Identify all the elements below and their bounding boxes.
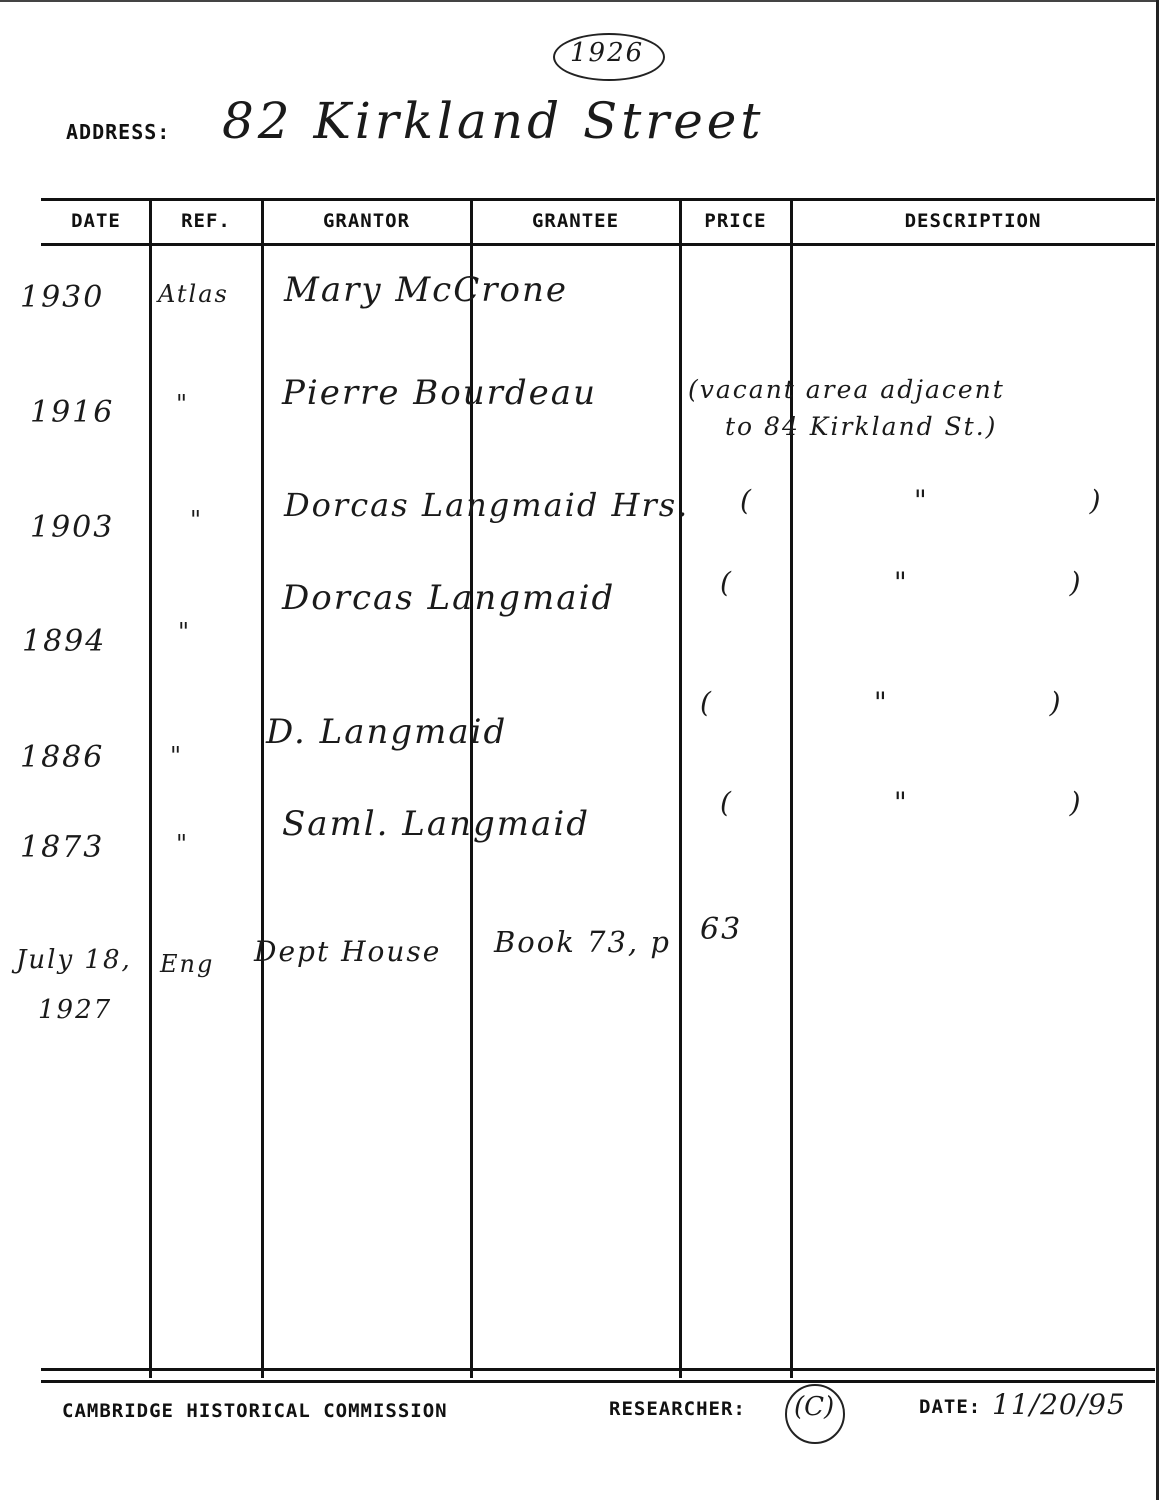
col-divider-2	[261, 200, 264, 1378]
table-header-rule	[41, 243, 1155, 246]
year-circled: 1926	[570, 38, 645, 68]
row-1916-grantor: Pierre Bourdeau	[282, 373, 597, 413]
row-1886-ref: "	[170, 742, 184, 770]
footer-organization: CAMBRIDGE HISTORICAL COMMISSION	[62, 1400, 448, 1422]
row-1873-ref: "	[176, 830, 190, 858]
row-1927-date: July 18,	[16, 945, 132, 975]
row-1903-grantor: Dorcas Langmaid Hrs.	[284, 486, 690, 524]
row-1873-description: ( " )	[720, 786, 1083, 819]
col-divider-1	[149, 200, 152, 1378]
col-header-ref: REF.	[181, 210, 231, 232]
page-top-edge	[0, 0, 1159, 2]
address-label: ADDRESS:	[66, 120, 171, 144]
row-1903-description: ( " )	[740, 484, 1103, 517]
row-1927-date-year: 1927	[38, 995, 113, 1025]
address-value: 82 Kirkland Street	[222, 92, 765, 150]
footer-rule	[41, 1380, 1155, 1383]
row-1927-price: 63	[700, 912, 743, 947]
row-1903-ref: "	[190, 506, 204, 534]
row-1930-ref: Atlas	[158, 280, 229, 308]
row-1930-date: 1930	[20, 280, 105, 315]
row-1894-description: ( " )	[720, 566, 1083, 599]
col-header-grantee: GRANTEE	[531, 210, 620, 232]
table-top-rule	[41, 198, 1155, 201]
row-1894-ref: "	[178, 618, 192, 646]
footer-date-value: 11/20/95	[992, 1388, 1126, 1421]
row-1927-grantor: Dept House	[254, 935, 442, 968]
row-1894-grantor: Dorcas Langmaid	[282, 578, 616, 618]
row-1916-description-line2: to 84 Kirkland St.)	[725, 412, 998, 441]
row-1894-date: 1894	[22, 624, 107, 659]
col-header-date: DATE	[71, 210, 121, 232]
row-1873-date: 1873	[20, 830, 105, 865]
row-1927-grantee: Book 73, p	[494, 925, 671, 959]
row-1916-description-line1: (vacant area adjacent	[688, 375, 1005, 404]
row-1873-grantor: Saml. Langmaid	[282, 804, 590, 844]
footer-researcher-value: (C)	[794, 1392, 835, 1422]
row-1886-grantor: D. Langmaid	[266, 712, 508, 752]
row-1916-date: 1916	[30, 395, 115, 430]
row-1886-date: 1886	[20, 740, 105, 775]
footer-date-label: DATE:	[919, 1396, 982, 1418]
table-bottom-rule	[41, 1368, 1155, 1371]
row-1930-grantor: Mary McCrone	[284, 270, 568, 310]
footer-researcher-label: RESEARCHER:	[609, 1398, 746, 1420]
col-header-grantor: GRANTOR	[322, 210, 411, 232]
col-header-description: DESCRIPTION	[904, 210, 1042, 232]
col-header-price: PRICE	[704, 210, 767, 232]
row-1927-ref: Eng	[160, 950, 215, 978]
row-1886-description: ( " )	[700, 686, 1063, 719]
col-divider-4	[679, 200, 682, 1378]
row-1903-date: 1903	[30, 510, 115, 545]
row-1916-ref: "	[176, 390, 190, 418]
